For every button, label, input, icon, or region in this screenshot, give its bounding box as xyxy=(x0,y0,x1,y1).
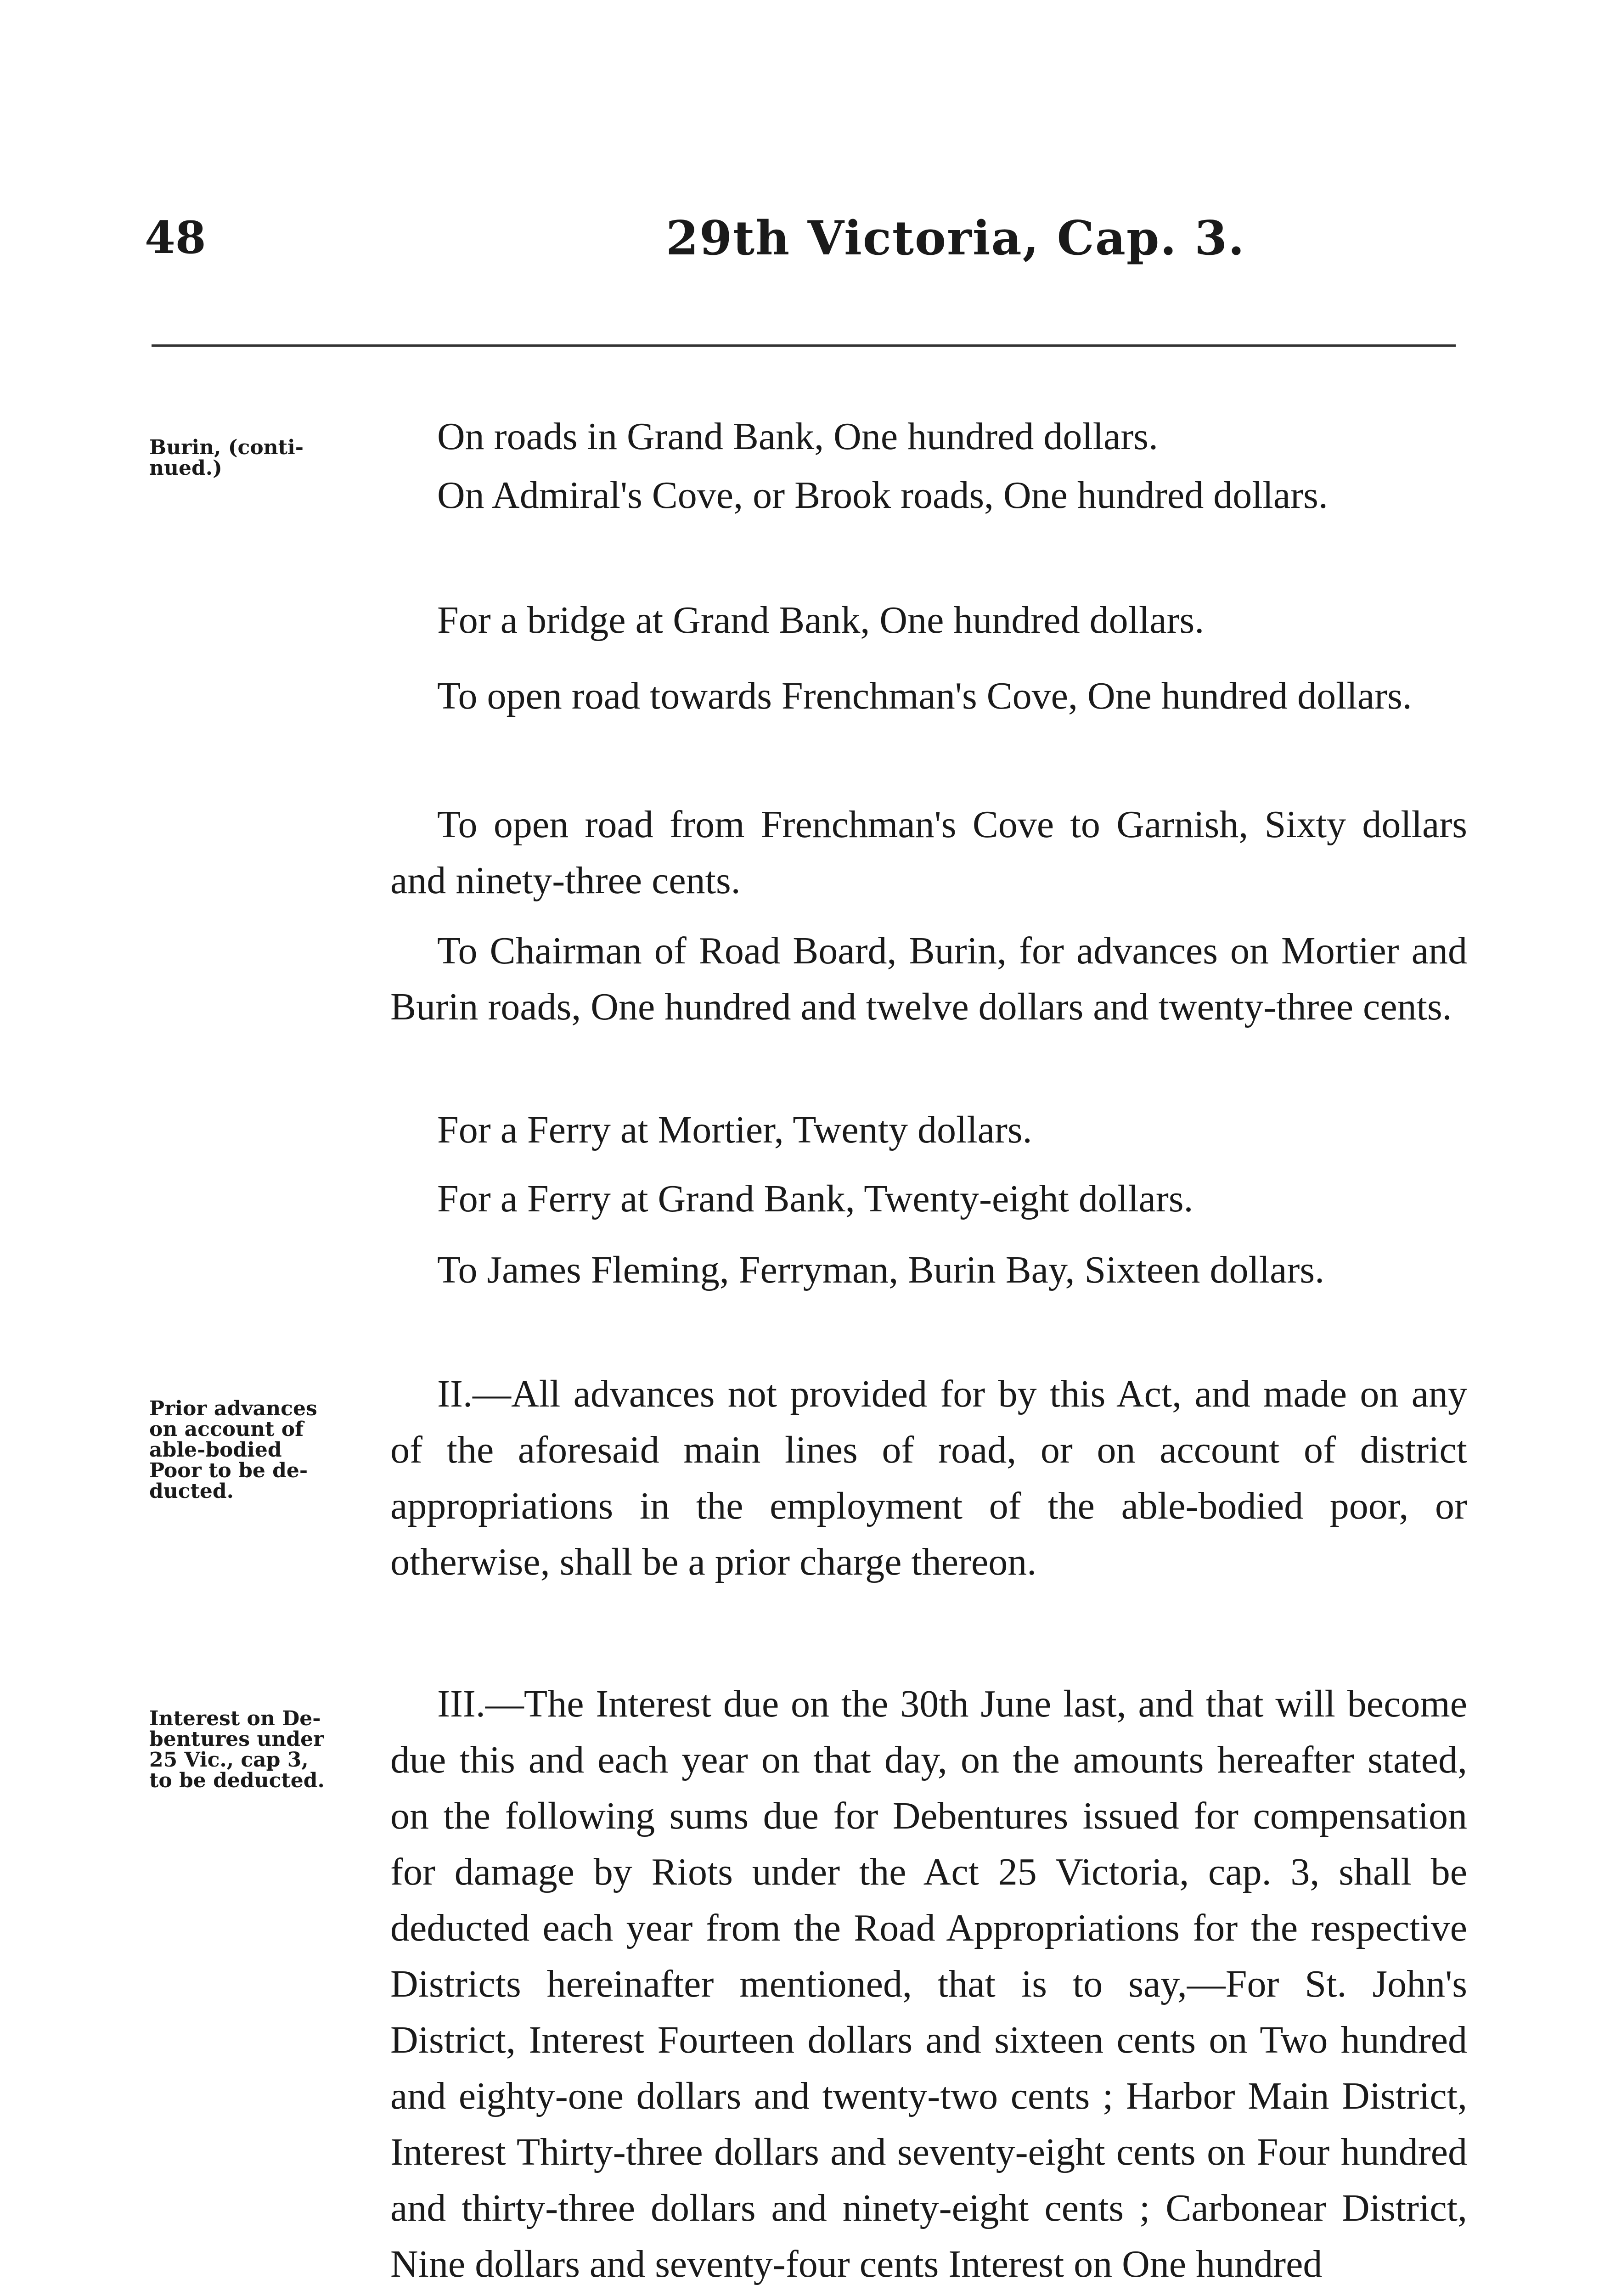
page-number: 48 xyxy=(145,212,206,264)
paragraph-section-iii: III.—The Interest due on the 30th June last, and that will become due this and each year on that day, on the amounts hereafter stated, on the following sums due for Debentures issued for compensation for damage by Riots under the Act 25 Victoria, cap. 3, shall be deducted each year from the Road Appropriations for the respective Districts hereinafter mentioned, that is to say,—For St. John's District, Interest Fourteen dollars and sixteen cents on Two hundred and eighty-one dollars and twenty-two cents ; Harbor Main District, Interest Thirty-three dollars and seventy-eight cents on Four hundred and thirty-three dollars and ninety-eight cents ; Carbonear District, Nine dollars and seventy-four cents Interest on One hundred xyxy=(390,1683,1467,2285)
header-rule xyxy=(152,344,1456,347)
paragraph-section-ii: II.—All advances not provided for by this Act, and made on any of the aforesaid main lines of road, or on account of district appropriations in the employment of the able-bodied poor, or otherwise, shall be a prior charge thereon. xyxy=(390,1373,1467,1583)
side-note-prior-advances: Prior advances on account of able-bodied Poor to be de- ducted. xyxy=(149,1397,317,1503)
paragraph-road-board-chairman: To Chairman of Road Board, Burin, for advances on Mortier and Burin roads, One hundred and twelve dollars and twenty-three cents. xyxy=(390,929,1467,1028)
paragraph-ferry-mortier: For a Ferry at Mortier, Twenty dollars. xyxy=(437,1109,1032,1151)
paragraph-james-fleming: To James Fleming, Ferryman, Burin Bay, Sixteen dollars. xyxy=(437,1249,1325,1291)
side-note-interest-debentures: Interest on De- bentures under 25 Vic., cap 3, to be deducted. xyxy=(149,1707,325,1792)
running-head: 29th Victoria, Cap. 3. xyxy=(666,211,1245,266)
side-note-burin: Burin, (conti- nued.) xyxy=(149,436,304,480)
paragraph-ferry-grand-bank: For a Ferry at Grand Bank, Twenty-eight dollars. xyxy=(437,1177,1193,1220)
paragraph-bridge-grand-bank: For a bridge at Grand Bank, One hundred dollars. xyxy=(437,599,1205,642)
paragraph-grand-bank-roads: On roads in Grand Bank, One hundred dollars. xyxy=(437,415,1158,458)
paragraph-admirals-cove: On Admiral's Cove, or Brook roads, One hundred dollars. xyxy=(437,474,1328,517)
paragraph-frenchmans-cove-road: To open road towards Frenchman's Cove, One hundred dollars. xyxy=(437,675,1412,717)
paragraph-garnish-road: To open road from Frenchman's Cove to Garnish, Sixty dollars and ninety-three cents. xyxy=(390,803,1467,902)
